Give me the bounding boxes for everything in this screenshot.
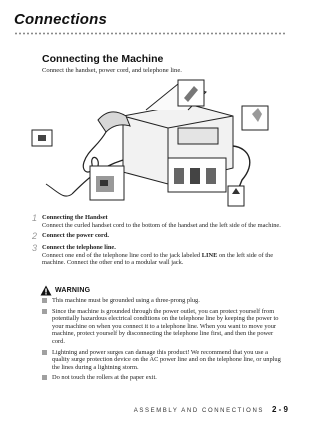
square-bullet-icon xyxy=(42,309,47,314)
footer-section-name: ASSEMBLY AND CONNECTIONS xyxy=(133,408,264,414)
warning-text: Do not touch the rollers at the paper exit. xyxy=(52,374,157,382)
instruction-steps xyxy=(32,214,286,270)
step-text-after: on the left side of the machine. Connect the other end to a modular wall jack. xyxy=(42,251,274,267)
step-1 xyxy=(32,214,286,229)
step-title: Connecting the Handset xyxy=(42,214,108,221)
step-title: Connect the power cord. xyxy=(42,232,109,240)
connection-illustration xyxy=(28,76,278,212)
step-3 xyxy=(32,244,286,267)
warning-header xyxy=(40,285,90,296)
square-bullet-icon xyxy=(42,350,47,355)
list-item xyxy=(42,349,286,372)
section-heading: Connecting the Machine xyxy=(42,53,164,65)
step-number: 3 xyxy=(32,243,38,254)
line-jack-label: LINE xyxy=(201,251,218,259)
page-number: 2 - 9 xyxy=(271,405,288,414)
step-text-before: Connect one end of the telephone line cord to the jack labeled xyxy=(42,251,202,259)
step-text: Connect the curled handset cord to the bottom of the handset and the left side of the machine. xyxy=(42,221,281,229)
page-title: Connections xyxy=(14,11,108,28)
intro-text: Connect the handset, power cord, and telephone line. xyxy=(42,67,182,74)
warning-list xyxy=(42,297,286,385)
square-bullet-icon xyxy=(42,375,47,380)
list-item xyxy=(42,297,286,305)
warning-label: WARNING xyxy=(55,287,91,294)
step-number: 1 xyxy=(32,213,38,223)
list-item xyxy=(42,308,286,346)
step-number: 2 xyxy=(32,231,38,242)
warning-triangle-icon xyxy=(40,285,52,296)
warning-text: This machine must be grounded using a three-prong plug. xyxy=(52,297,200,304)
step-title: Connect the telephone line. xyxy=(42,244,116,252)
step-2 xyxy=(32,232,286,241)
list-item xyxy=(42,374,286,382)
warning-text: Since the machine is grounded through the power outlet, you can protect yourself from potentially hazardous electrical conditions on the telephone line by keeping the power to your machine on when you connect it to a telephone line. When you want to move your machine, protect yourself by disconnecting the telephone line first, and then the power cord. xyxy=(52,307,279,345)
square-bullet-icon xyxy=(42,298,47,303)
page-footer xyxy=(134,405,288,414)
title-rule xyxy=(14,32,286,35)
warning-text: Lightning and power surges can damage this product! We recommend that you use a quality surge protection device on the AC power line and on the telephone line, or unplug the lines during a lightning storm. xyxy=(52,348,281,371)
